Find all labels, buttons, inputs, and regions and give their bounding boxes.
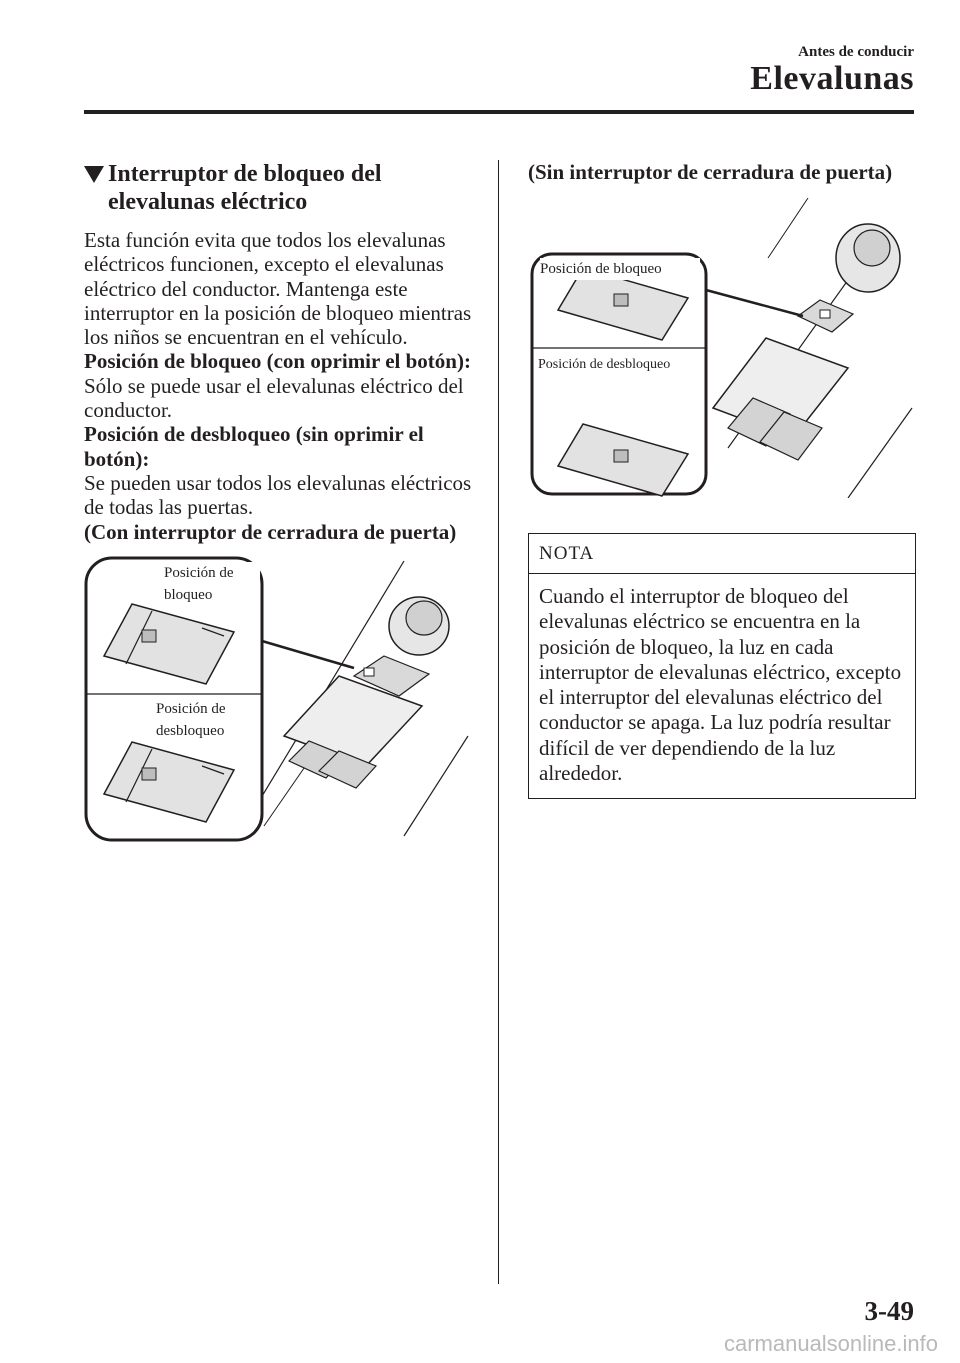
section-heading — [84, 160, 474, 216]
chapter-label: Antes de conducir — [798, 44, 914, 60]
unlock-position-label-2: Posición de desbloqueo — [538, 354, 704, 376]
section-heading-text: Interruptor de bloqueo del elevalunas eléctrico — [108, 161, 382, 215]
lock-position-heading: Posición de bloqueo (con oprimir el botón): — [84, 349, 471, 374]
note-box — [528, 533, 916, 799]
unlock-position-label: Posición de desbloqueo — [156, 698, 256, 742]
unlock-position-text: Se pueden usar todos los elevalunas eléctricos de todas las puertas. — [84, 470, 472, 520]
figure-with-door-lock — [84, 556, 474, 846]
note-title: NOTA — [529, 534, 915, 574]
unlock-position-heading: Posición de desbloqueo (sin oprimir el botón): — [84, 422, 424, 471]
without-door-lock-heading: (Sin interruptor de cerradura de puerta) — [528, 160, 893, 184]
page-number: 3-49 — [864, 1296, 914, 1326]
with-door-lock-heading: (Con interruptor de cerradura de puerta) — [84, 519, 457, 544]
watermark: carmanualsonline.info — [723, 1331, 938, 1356]
header-rule — [84, 110, 914, 114]
switch-illustration-with-lock — [84, 556, 474, 846]
switch-illustration-without-lock — [528, 198, 914, 498]
lock-position-label-2: Posición de bloqueo — [540, 258, 700, 280]
left-column — [84, 160, 474, 846]
lock-position-label: Posición de bloqueo — [164, 562, 260, 606]
note-text: Cuando el interruptor de bloqueo del elevalunas eléctrico se encuentra en la posición de bloqueo, la luz en cada interruptor de elevalunas eléctrico, excepto el interruptor del elevalunas eléctrico del conductor se apaga. La luz podría resultar difícil de ver dependiendo de la luz alrededor. — [539, 584, 902, 786]
triangle-marker-icon — [84, 166, 104, 183]
right-column — [528, 160, 914, 498]
lock-position-text: Sólo se puede usar el elevalunas eléctrico del conductor. — [84, 373, 464, 423]
figure-without-door-lock — [528, 198, 914, 498]
intro-paragraph: Esta función evita que todos los elevalunas eléctricos funcionen, excepto el elevalunas eléctrico del conductor. Mantenga este interruptor en la posición de bloqueo mientras los niños se encuentran en el vehículo. — [84, 228, 472, 350]
page-title: Elevalunas — [750, 60, 914, 97]
column-divider — [498, 160, 499, 1284]
